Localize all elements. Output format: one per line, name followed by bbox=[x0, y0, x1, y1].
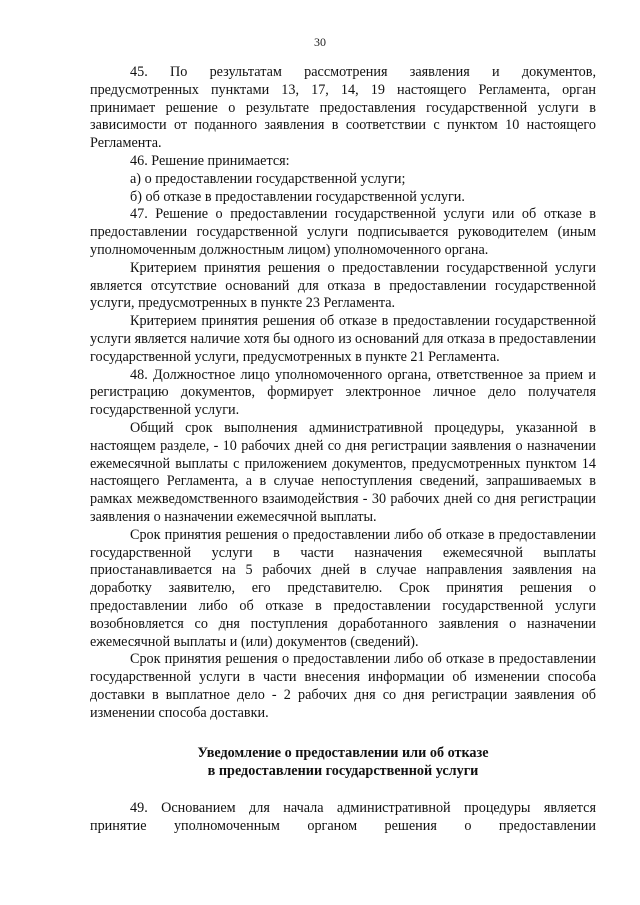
paragraph-46: 46. Решение принимается: bbox=[130, 152, 290, 169]
paragraph-delivery-change-term: Срок принятия решения о предоставлении либо об отказе в предоставлении государственной услуги в части внесения информации об изменении способа доставки в выплатное дело - 2 рабочих дня со дня регистрации заявления об изменении способа доставки. bbox=[90, 651, 596, 721]
paragraph-46-a: а) о предоставлении государственной услуги; bbox=[130, 170, 406, 187]
paragraph-49: 49. Основанием для начала административной процедуры является принятие уполномоченным органом решения о предоставлении bbox=[90, 800, 596, 835]
section-heading-line-1: Уведомление о предоставлении или об отказе bbox=[197, 745, 489, 762]
paragraph-48: 48. Должностное лицо уполномоченного органа, ответственное за прием и регистрацию документов, формирует электронное личное дело получателя государственной услуги. bbox=[90, 366, 596, 419]
paragraph-47: 47. Решение о предоставлении государственной услуги или об отказе в предоставлении государственной услуги подписывается руководителем (иным уполномоченным должностным лицом) уполномоченного органа. bbox=[90, 206, 596, 258]
paragraph-criterion-refusal: Критерием принятия решения об отказе в предоставлении государственной услуги является наличие хотя бы одного из оснований для отказа в предоставлении государственной услуги, предусмотренных в пункте 21 Регламента. bbox=[90, 313, 596, 365]
paragraph-total-term: Общий срок выполнения административной процедуры, указанной в настоящем разделе, - 10 рабочих дней со дня регистрации заявления о назначении ежемесячной выплаты с приложением документов, предусмотренных пунктом 14 настоящего Регламента, а в случае непоступления сведений, запрашиваемых в рамках межведомственного взаимодействия - 30 рабочих дней со дня регистрации заявления о назначении ежемесячной выплаты. bbox=[90, 419, 596, 525]
document-body bbox=[90, 64, 596, 836]
paragraph-45: 45. По результатам рассмотрения заявления и документов, предусмотренных пунктами 13, 17, 14, 19 настоящего Регламента, орган принимает решение о результате предоставления государственной услуги в зависимости от поданного заявления в соответствии с пунктом 10 настоящего Регламента. bbox=[90, 64, 596, 152]
page-number: 30 bbox=[314, 35, 326, 49]
paragraph-criterion-grant: Критерием принятия решения о предоставлении государственной услуги является отсутствие оснований для отказа в предоставлении государственной услуги, предусмотренных в пункте 23 Регламента. bbox=[90, 259, 596, 312]
section-heading bbox=[90, 744, 596, 780]
section-heading-line-2: в предоставлении государственной услуги bbox=[207, 763, 479, 780]
paragraph-46-b: б) об отказе в предоставлении государственной услуги. bbox=[130, 188, 465, 205]
paragraph-suspension-term: Срок принятия решения о предоставлении либо об отказе в предоставлении государственной услуги в части назначения ежемесячной выплаты приостанавливается на 5 рабочих дней в случае направления заявления на доработку заявителю, его представителю. Срок принятия решения о предоставлении либо об отказе в предоставлении государственной услуги возобновляется со дня поступления доработанного заявления о назначении ежемесячной выплаты и (или) документов (сведений). bbox=[90, 526, 596, 650]
